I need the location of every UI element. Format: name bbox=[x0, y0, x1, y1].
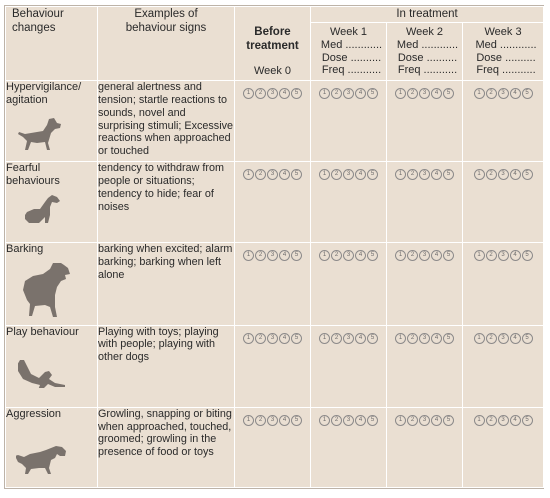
rating-scale bbox=[319, 169, 378, 180]
rating-option[interactable]: 1 bbox=[395, 250, 406, 261]
dose-field[interactable]: Dose .......... bbox=[397, 51, 458, 64]
rating-option[interactable]: 1 bbox=[319, 333, 330, 344]
rating-option[interactable]: 5 bbox=[291, 250, 302, 261]
rating-option[interactable]: 4 bbox=[510, 415, 521, 426]
week-header-2 bbox=[387, 23, 463, 81]
examples-cell: tendency to withdraw from people or situations; tendency to hide; fear of noises bbox=[98, 162, 235, 243]
rating-scale bbox=[474, 250, 533, 261]
rating-scale bbox=[395, 88, 454, 99]
behaviour-row bbox=[6, 407, 544, 487]
rating-option[interactable]: 3 bbox=[343, 169, 354, 180]
rating-option[interactable]: 2 bbox=[255, 169, 266, 180]
examples-column-header: Examples of behaviour signs bbox=[98, 7, 235, 81]
rating-option[interactable]: 5 bbox=[522, 415, 533, 426]
week-1-rating bbox=[311, 325, 387, 407]
week-0-rating bbox=[235, 162, 311, 243]
rating-option[interactable]: 1 bbox=[474, 333, 485, 344]
rating-option[interactable]: 5 bbox=[367, 169, 378, 180]
rating-option[interactable]: 1 bbox=[319, 169, 330, 180]
rating-option[interactable]: 4 bbox=[355, 333, 366, 344]
rating-scale bbox=[243, 169, 302, 180]
behaviour-label: Hypervigilance/ agitation bbox=[6, 81, 82, 107]
rating-option[interactable]: 3 bbox=[419, 415, 430, 426]
med-field[interactable]: Med ............ bbox=[320, 39, 383, 52]
rating-option[interactable]: 3 bbox=[498, 333, 509, 344]
behaviour-label: Fearful behaviours bbox=[6, 162, 60, 188]
rating-option[interactable]: 3 bbox=[343, 333, 354, 344]
rating-option[interactable]: 1 bbox=[243, 415, 254, 426]
rating-option[interactable]: 3 bbox=[498, 88, 509, 99]
rating-option[interactable]: 3 bbox=[419, 250, 430, 261]
rating-scale bbox=[319, 88, 378, 99]
week-header-1 bbox=[311, 23, 387, 81]
rating-scale bbox=[319, 250, 378, 261]
rating-scale bbox=[395, 415, 454, 426]
rating-option[interactable]: 5 bbox=[522, 88, 533, 99]
rating-option[interactable]: 4 bbox=[510, 250, 521, 261]
rating-option[interactable]: 3 bbox=[498, 169, 509, 180]
rating-scale bbox=[319, 333, 378, 344]
rating-option[interactable]: 4 bbox=[510, 88, 521, 99]
rating-option[interactable]: 2 bbox=[331, 250, 342, 261]
rating-scale bbox=[474, 169, 533, 180]
week-3-rating bbox=[463, 325, 544, 407]
rating-option[interactable]: 2 bbox=[407, 415, 418, 426]
rating-option[interactable]: 4 bbox=[279, 250, 290, 261]
behaviour-label: Play behaviour bbox=[6, 325, 79, 338]
rating-option[interactable]: 4 bbox=[431, 415, 442, 426]
rating-option[interactable]: 2 bbox=[407, 333, 418, 344]
week-3-rating bbox=[463, 407, 544, 487]
rating-option[interactable]: 4 bbox=[431, 333, 442, 344]
rating-option[interactable]: 1 bbox=[243, 88, 254, 99]
rating-option[interactable]: 5 bbox=[443, 250, 454, 261]
rating-option[interactable]: 4 bbox=[355, 169, 366, 180]
week-title: Week 1 bbox=[329, 26, 368, 39]
behaviour-row bbox=[6, 243, 544, 325]
behaviour-assessment-form bbox=[4, 5, 544, 489]
behaviour-cell bbox=[6, 81, 98, 162]
rating-option[interactable]: 1 bbox=[474, 250, 485, 261]
examples-cell: barking when excited; alarm barking; barking when left alone bbox=[98, 243, 235, 325]
rating-option[interactable]: 1 bbox=[319, 250, 330, 261]
rating-option[interactable]: 3 bbox=[498, 250, 509, 261]
dose-field[interactable]: Dose .......... bbox=[321, 51, 382, 64]
behaviour-cell bbox=[6, 162, 98, 243]
week-2-rating bbox=[387, 162, 463, 243]
week-3-rating bbox=[463, 243, 544, 325]
rating-option[interactable]: 3 bbox=[267, 88, 278, 99]
rating-option[interactable]: 3 bbox=[419, 169, 430, 180]
examples-cell: general alertness and tension; startle reactions to sounds, novel and surprising stimuli; Excessive reactions when approached or touched bbox=[98, 81, 235, 162]
behaviour-column-header: Behaviour changes bbox=[6, 7, 98, 81]
rating-option[interactable]: 2 bbox=[255, 333, 266, 344]
week-2-rating bbox=[387, 81, 463, 162]
rating-option[interactable]: 2 bbox=[331, 415, 342, 426]
rating-option[interactable]: 2 bbox=[331, 333, 342, 344]
rating-option[interactable]: 3 bbox=[498, 415, 509, 426]
rating-option[interactable]: 4 bbox=[355, 415, 366, 426]
rating-option[interactable]: 4 bbox=[279, 88, 290, 99]
week-2-rating bbox=[387, 325, 463, 407]
week-1-rating bbox=[311, 407, 387, 487]
rating-option[interactable]: 2 bbox=[407, 250, 418, 261]
rating-option[interactable]: 4 bbox=[431, 88, 442, 99]
rating-option[interactable]: 1 bbox=[395, 415, 406, 426]
rating-scale bbox=[395, 250, 454, 261]
rating-scale bbox=[395, 169, 454, 180]
behaviour-row bbox=[6, 162, 544, 243]
rating-option[interactable]: 2 bbox=[486, 333, 497, 344]
behaviour-cell bbox=[6, 325, 98, 407]
rating-option[interactable]: 5 bbox=[367, 88, 378, 99]
rating-option[interactable]: 3 bbox=[419, 88, 430, 99]
rating-option[interactable]: 4 bbox=[431, 169, 442, 180]
rating-option[interactable]: 2 bbox=[255, 415, 266, 426]
rating-option[interactable]: 1 bbox=[243, 333, 254, 344]
rating-option[interactable]: 5 bbox=[443, 415, 454, 426]
rating-option[interactable]: 3 bbox=[267, 169, 278, 180]
behaviour-cell bbox=[6, 407, 98, 487]
week-0-rating bbox=[235, 243, 311, 325]
week-3-rating bbox=[463, 162, 544, 243]
rating-scale bbox=[243, 415, 302, 426]
rating-option[interactable]: 4 bbox=[279, 415, 290, 426]
week-1-rating bbox=[311, 243, 387, 325]
week-2-rating bbox=[387, 407, 463, 487]
freq-field[interactable]: Freq ........... bbox=[321, 64, 382, 77]
rating-option[interactable]: 2 bbox=[407, 88, 418, 99]
week-1-rating bbox=[311, 81, 387, 162]
freq-field[interactable]: Freq ........... bbox=[476, 64, 536, 77]
week-0-label: Week 0 bbox=[253, 65, 292, 78]
week-1-rating bbox=[311, 162, 387, 243]
rating-option[interactable]: 3 bbox=[267, 415, 278, 426]
rating-scale bbox=[319, 415, 378, 426]
freq-field[interactable]: Freq ........... bbox=[397, 64, 458, 77]
rating-scale bbox=[243, 333, 302, 344]
rating-option[interactable]: 4 bbox=[279, 169, 290, 180]
in-treatment-header: In treatment bbox=[311, 7, 544, 23]
med-field[interactable]: Med ............ bbox=[396, 39, 459, 52]
rating-scale bbox=[395, 333, 454, 344]
week-0-rating bbox=[235, 81, 311, 162]
rating-option[interactable]: 2 bbox=[486, 169, 497, 180]
rating-option[interactable]: 5 bbox=[522, 250, 533, 261]
week-3-rating bbox=[463, 81, 544, 162]
rating-option[interactable]: 2 bbox=[331, 88, 342, 99]
behaviour-label: Aggression bbox=[6, 407, 62, 420]
rating-option[interactable]: 2 bbox=[486, 415, 497, 426]
rating-option[interactable]: 3 bbox=[419, 333, 430, 344]
behaviour-cell bbox=[6, 243, 98, 325]
week-header-3 bbox=[463, 23, 544, 81]
rating-scale bbox=[243, 250, 302, 261]
rating-option[interactable]: 2 bbox=[407, 169, 418, 180]
rating-option[interactable]: 2 bbox=[255, 250, 266, 261]
before-treatment-label: Before treatment bbox=[246, 26, 299, 52]
rating-option[interactable]: 1 bbox=[474, 88, 485, 99]
week-title: Week 3 bbox=[484, 26, 522, 39]
rating-option[interactable]: 3 bbox=[267, 250, 278, 261]
rating-option[interactable]: 4 bbox=[510, 333, 521, 344]
rating-option[interactable]: 4 bbox=[510, 169, 521, 180]
rating-option[interactable]: 4 bbox=[431, 250, 442, 261]
rating-option[interactable]: 1 bbox=[243, 169, 254, 180]
rating-option[interactable]: 5 bbox=[291, 169, 302, 180]
med-field[interactable]: Med ............ bbox=[475, 39, 537, 52]
rating-option[interactable]: 5 bbox=[367, 333, 378, 344]
rating-option[interactable]: 1 bbox=[395, 88, 406, 99]
rating-option[interactable]: 3 bbox=[343, 415, 354, 426]
behaviour-row bbox=[6, 81, 544, 162]
rating-option[interactable]: 5 bbox=[443, 169, 454, 180]
examples-cell: Playing with toys; playing with people; playing with other dogs bbox=[98, 325, 235, 407]
rating-option[interactable]: 5 bbox=[291, 88, 302, 99]
rating-option[interactable]: 1 bbox=[319, 415, 330, 426]
rating-option[interactable]: 1 bbox=[319, 88, 330, 99]
before-treatment-header bbox=[235, 7, 311, 81]
rating-option[interactable]: 3 bbox=[343, 250, 354, 261]
rating-option[interactable]: 1 bbox=[474, 415, 485, 426]
rating-option[interactable]: 5 bbox=[443, 88, 454, 99]
rating-option[interactable]: 2 bbox=[486, 250, 497, 261]
rating-option[interactable]: 3 bbox=[267, 333, 278, 344]
behaviour-table bbox=[5, 6, 544, 488]
rating-scale bbox=[474, 333, 533, 344]
week-0-rating bbox=[235, 407, 311, 487]
dose-field[interactable]: Dose .......... bbox=[476, 51, 536, 64]
rating-option[interactable]: 5 bbox=[443, 333, 454, 344]
rating-option[interactable]: 3 bbox=[343, 88, 354, 99]
week-title: Week 2 bbox=[405, 26, 444, 39]
rating-option[interactable]: 5 bbox=[291, 415, 302, 426]
examples-cell: Growling, snapping or biting when approached, touched, groomed; growling in the presence of food or toys bbox=[98, 407, 235, 487]
rating-option[interactable]: 2 bbox=[486, 88, 497, 99]
rating-option[interactable]: 4 bbox=[355, 250, 366, 261]
rating-option[interactable]: 4 bbox=[355, 88, 366, 99]
rating-option[interactable]: 1 bbox=[474, 169, 485, 180]
rating-option[interactable]: 2 bbox=[255, 88, 266, 99]
rating-scale bbox=[243, 88, 302, 99]
rating-option[interactable]: 5 bbox=[522, 333, 533, 344]
week-2-rating bbox=[387, 243, 463, 325]
behaviour-label: Barking bbox=[6, 243, 44, 256]
rating-option[interactable]: 1 bbox=[243, 250, 254, 261]
week-0-rating bbox=[235, 325, 311, 407]
rating-option[interactable]: 5 bbox=[367, 415, 378, 426]
rating-option[interactable]: 1 bbox=[395, 333, 406, 344]
rating-option[interactable]: 5 bbox=[291, 333, 302, 344]
rating-scale bbox=[474, 415, 533, 426]
rating-option[interactable]: 5 bbox=[367, 250, 378, 261]
rating-option[interactable]: 5 bbox=[522, 169, 533, 180]
rating-option[interactable]: 4 bbox=[279, 333, 290, 344]
rating-scale bbox=[474, 88, 533, 99]
behaviour-row bbox=[6, 325, 544, 407]
rating-option[interactable]: 2 bbox=[331, 169, 342, 180]
rating-option[interactable]: 1 bbox=[395, 169, 406, 180]
